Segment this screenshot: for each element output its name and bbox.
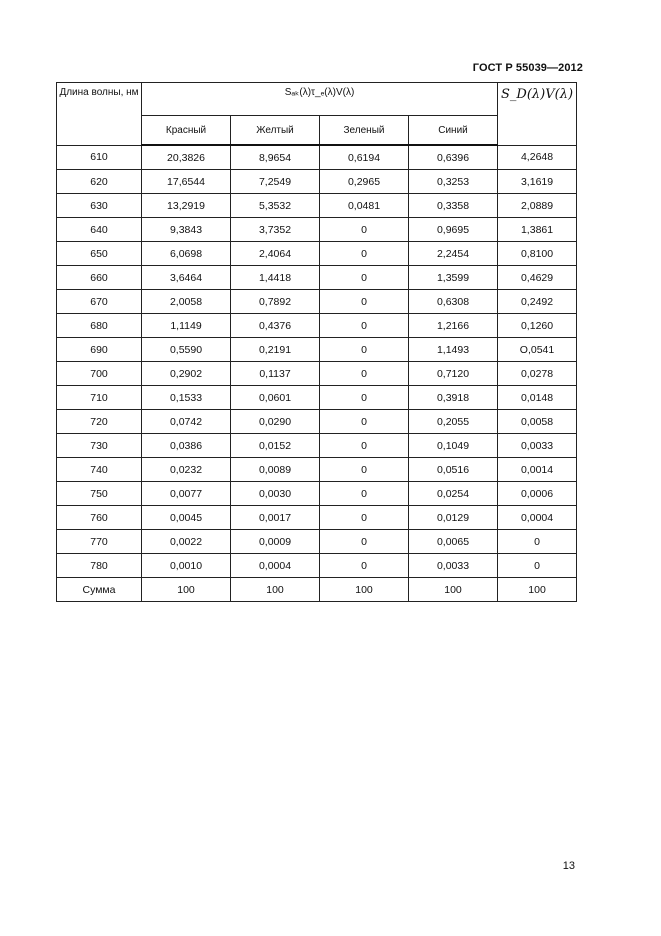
cell-value: 3,7352 [231,218,320,242]
table-row [57,386,577,410]
cell-value: 20,3826 [142,145,231,170]
cell-value: 0,0152 [231,434,320,458]
cell-value: 0,3253 [409,170,498,194]
cell-value: 0 [320,218,409,242]
page-number: 13 [562,860,575,872]
cell-value: 0,0148 [498,386,577,410]
cell-value: 17,6544 [142,170,231,194]
cell-wavelength: 620 [57,170,142,194]
cell-wavelength: 610 [57,145,142,170]
cell-value: 0 [320,410,409,434]
subheader-color: Зеленый [320,116,409,146]
cell-value: 2,0889 [498,194,577,218]
cell-value: 0,0065 [409,530,498,554]
table-row [57,194,577,218]
cell-value: 6,0698 [142,242,231,266]
cell-wavelength: 700 [57,362,142,386]
cell-value: 0,8100 [498,242,577,266]
cell-value: 0,0004 [498,506,577,530]
cell-value: 0 [320,458,409,482]
cell-value: 1,4418 [231,266,320,290]
cell-value: 0,0014 [498,458,577,482]
cell-value: 0,0058 [498,410,577,434]
cell-value: 0,6396 [409,145,498,170]
cell-value: 0 [320,554,409,578]
cell-wavelength: 760 [57,506,142,530]
table-body [57,145,577,602]
table-row [57,170,577,194]
cell-value: 0 [320,386,409,410]
cell-value: 0,0232 [142,458,231,482]
cell-value: 0 [498,554,577,578]
table-row [57,242,577,266]
table-row [57,145,577,170]
cell-value: 0,0386 [142,434,231,458]
cell-value: 3,1619 [498,170,577,194]
cell-value: 100 [142,578,231,602]
subheader-color: Красный [142,116,231,146]
cell-value: 0,0009 [231,530,320,554]
cell-value: 0,1049 [409,434,498,458]
cell-value: 0,0290 [231,410,320,434]
cell-value: 0,0004 [231,554,320,578]
table-row [57,482,577,506]
cell-wavelength: 630 [57,194,142,218]
cell-value: 2,2454 [409,242,498,266]
cell-value: 0 [320,434,409,458]
cell-wavelength: 640 [57,218,142,242]
cell-value: 0,0077 [142,482,231,506]
cell-value: 0,0089 [231,458,320,482]
table-row [57,506,577,530]
table-row [57,410,577,434]
cell-value: 2,0058 [142,290,231,314]
cell-wavelength: 650 [57,242,142,266]
cell-value: 0,0516 [409,458,498,482]
table-row [57,434,577,458]
cell-value: 0,0254 [409,482,498,506]
cell-value: 0 [320,242,409,266]
cell-wavelength: 660 [57,266,142,290]
cell-value: 0,3358 [409,194,498,218]
cell-wavelength: 740 [57,458,142,482]
cell-value: 0 [498,530,577,554]
spectral-data-table [56,82,577,602]
cell-value: 0 [320,338,409,362]
cell-value: 1,3599 [409,266,498,290]
cell-value: 7,2549 [231,170,320,194]
cell-value: 0,3918 [409,386,498,410]
cell-wavelength: 670 [57,290,142,314]
cell-value: 0 [320,362,409,386]
table-row [57,338,577,362]
cell-value: 0,0030 [231,482,320,506]
cell-value: 0 [320,506,409,530]
cell-value: 5,3532 [231,194,320,218]
cell-value: 0,0045 [142,506,231,530]
cell-value: 0,7120 [409,362,498,386]
cell-value: 13,2919 [142,194,231,218]
table-row [57,362,577,386]
cell-value: 4,2648 [498,145,577,170]
cell-wavelength: 780 [57,554,142,578]
cell-value: 0,0017 [231,506,320,530]
document-standard-code: ГОСТ Р 55039—2012 [472,62,583,74]
cell-value: 0,2191 [231,338,320,362]
cell-value: 0,7892 [231,290,320,314]
cell-wavelength: 750 [57,482,142,506]
cell-value: 0,0129 [409,506,498,530]
cell-value: 1,3861 [498,218,577,242]
cell-value: 0,0481 [320,194,409,218]
cell-value: 0,6308 [409,290,498,314]
cell-value: 1,1149 [142,314,231,338]
cell-wavelength: 690 [57,338,142,362]
header-wavelength: Длина волны, нм [57,83,142,146]
cell-value: 0 [320,530,409,554]
cell-value: 0,1137 [231,362,320,386]
cell-value: 0 [320,314,409,338]
table-row [57,290,577,314]
cell-value: 0,1260 [498,314,577,338]
cell-value: 0,1533 [142,386,231,410]
cell-value: 0,5590 [142,338,231,362]
cell-value: 0 [320,482,409,506]
cell-wavelength: 770 [57,530,142,554]
cell-value: 0,6194 [320,145,409,170]
subheader-color: Желтый [231,116,320,146]
cell-value: 0,9695 [409,218,498,242]
cell-value: 0,4629 [498,266,577,290]
cell-value: 9,3843 [142,218,231,242]
cell-value: 100 [320,578,409,602]
cell-wavelength: 720 [57,410,142,434]
cell-value: O,0541 [498,338,577,362]
cell-value: 0,4376 [231,314,320,338]
cell-value: 0,0022 [142,530,231,554]
cell-wavelength: 680 [57,314,142,338]
table-row-total [57,578,577,602]
cell-value: 0,0010 [142,554,231,578]
cell-wavelength: 730 [57,434,142,458]
table-row [57,530,577,554]
cell-value: 2,4064 [231,242,320,266]
cell-value: 1,2166 [409,314,498,338]
cell-value: 0 [320,266,409,290]
cell-value: 100 [409,578,498,602]
header-spectral-product: Sₐₖ(λ)τ_ₑ(λ)V(λ) [142,83,498,116]
cell-value: 0,0033 [498,434,577,458]
cell-value: 0,2965 [320,170,409,194]
cell-value: 0 [320,290,409,314]
cell-value: 0,0742 [142,410,231,434]
cell-wavelength: Сумма [57,578,142,602]
cell-value: 0,2055 [409,410,498,434]
cell-value: 3,6464 [142,266,231,290]
cell-wavelength: 710 [57,386,142,410]
cell-value: 1,1493 [409,338,498,362]
cell-value: 0,0033 [409,554,498,578]
cell-value: 0,2492 [498,290,577,314]
cell-value: 0,0006 [498,482,577,506]
subheader-color: Синий [409,116,498,146]
cell-value: 8,9654 [231,145,320,170]
cell-value: 0,0601 [231,386,320,410]
table-row [57,218,577,242]
cell-value: 0,2902 [142,362,231,386]
cell-value: 100 [498,578,577,602]
table-row [57,554,577,578]
cell-value: 0,0278 [498,362,577,386]
table-row [57,266,577,290]
table-row [57,314,577,338]
header-s-d-v: S_D(λ)V(λ) [498,83,577,146]
cell-value: 100 [231,578,320,602]
table-row [57,458,577,482]
